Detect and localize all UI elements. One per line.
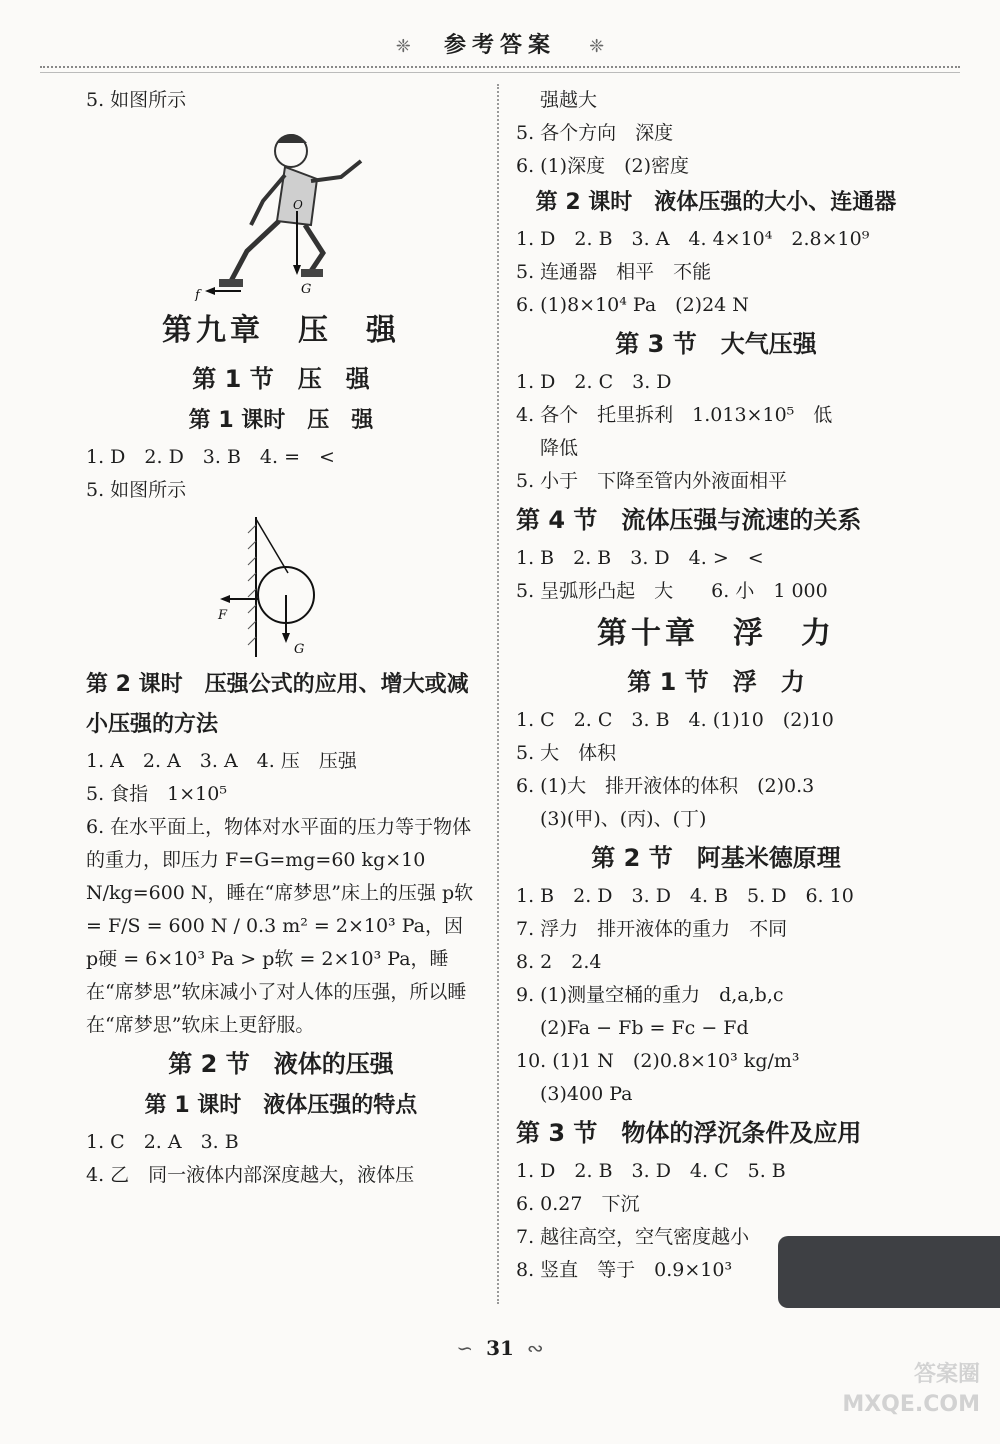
- lesson-heading: 第 2 课时 压强公式的应用、增大或减小压强的方法: [86, 672, 469, 737]
- answer-paragraph: 6. 在水平面上，物体对水平面的压力等于物体的重力，即压力 F=G=mg=60 kg×10 N/kg=600 N，睡在“席梦思”床上的压强 p软 = F/S = 600 N / 0.3 m² = 2×10³ Pa，因 p硬 = 6×10³ Pa > p软 = 2×10³ Pa，睡在“席梦思”软床减小了对人体的压强，所以睡在“席梦思”软床上更舒服。: [86, 816, 474, 1036]
- gravity-label: G: [294, 642, 305, 657]
- section-heading: 第 2 节 液体的压强: [168, 1050, 394, 1078]
- answer-line: 6. (1)大 排开液体的体积 (2)0.3: [516, 775, 815, 797]
- section-heading: 第 3 节 物体的浮沉条件及应用: [516, 1119, 862, 1147]
- answer-line: 5. 呈弧形凸起 大 6. 小 1 000: [516, 580, 828, 602]
- runner-figure: [181, 121, 381, 301]
- answer-line: (2)Fa − Fb = Fc − Fd: [540, 1017, 749, 1039]
- watermark-line: 答案圈: [913, 1362, 980, 1387]
- ornament-icon: ❈: [589, 36, 605, 57]
- answer-line: 5. 如图所示: [86, 89, 187, 111]
- chapter-heading: 第十章 浮 力: [597, 616, 835, 651]
- watermark: [842, 1360, 980, 1420]
- ball-wall-figure: [216, 511, 346, 661]
- page-number: 31: [486, 1336, 514, 1360]
- answer-line: 5. 连通器 相平 不能: [516, 261, 712, 283]
- lesson-heading: 第 2 课时 液体压强的大小、连通器: [535, 190, 897, 215]
- answer-line: 8. 2 2.4: [516, 951, 602, 973]
- answer-line: 7. 浮力 排开液体的重力 不同: [516, 918, 788, 940]
- point-o-label: O: [293, 198, 303, 212]
- answer-line: 4. 乙 同一液体内部深度越大，液体压: [86, 1164, 415, 1186]
- answer-line: (3)400 Pa: [540, 1083, 633, 1105]
- left-column: [86, 84, 476, 1192]
- section-heading: 第 1 节 压 强: [192, 365, 370, 393]
- answer-line: 5. 如图所示: [86, 479, 187, 501]
- answer-line: 8. 竖直 等于 0.9×10³: [516, 1259, 733, 1281]
- page-footer: [0, 1336, 1000, 1360]
- section-heading: 第 4 节 流体压强与流速的关系: [516, 506, 862, 534]
- answer-line: 1. D 2. B 3. D 4. C 5. B: [516, 1160, 786, 1182]
- answer-line: 10. (1)1 N (2)0.8×10³ kg/m³: [516, 1050, 800, 1072]
- overlay-panel[interactable]: [778, 1236, 1000, 1308]
- answer-line: 5. 小于 下降至管内外液面相平: [516, 470, 788, 492]
- lesson-heading: 第 1 课时 压 强: [188, 408, 374, 433]
- answer-line: 1. B 2. D 3. D 4. B 5. D 6. 10: [516, 885, 854, 907]
- page-header: [40, 28, 960, 68]
- chapter-heading: 第九章 压 强: [162, 313, 400, 348]
- answer-line: 1. D 2. D 3. B 4. = <: [86, 446, 335, 468]
- ornament-icon: ∽: [456, 1336, 474, 1360]
- ornament-icon: ❈: [395, 36, 411, 57]
- answer-line: 5. 大 体积: [516, 742, 617, 764]
- answer-line: 1. A 2. A 3. A 4. 压 压强: [86, 750, 357, 772]
- force-label: F: [218, 608, 228, 623]
- answer-line: 1. C 2. A 3. B: [86, 1131, 239, 1153]
- answer-line: 9. (1)测量空桶的重力 d,a,b,c: [516, 984, 784, 1006]
- answer-line: 6. (1)深度 (2)密度: [516, 155, 689, 177]
- answer-line: 1. D 2. B 3. A 4. 4×10⁴ 2.8×10⁹: [516, 228, 870, 250]
- answer-line: (3)(甲)、(丙)、(丁): [540, 808, 707, 830]
- right-column: [516, 84, 916, 1287]
- answer-line: 1. D 2. C 3. D: [516, 371, 672, 393]
- ornament-icon: ∾: [526, 1336, 544, 1360]
- header-divider: [40, 66, 960, 73]
- gravity-label: G: [301, 282, 312, 297]
- answer-line: 1. B 2. B 3. D 4. > <: [516, 547, 764, 569]
- answer-line: 强越大: [540, 89, 598, 111]
- section-heading: 第 2 节 阿基米德原理: [591, 844, 841, 872]
- header-title: 参考答案: [443, 32, 556, 58]
- column-divider: [497, 84, 499, 1304]
- friction-label: f: [195, 288, 200, 301]
- answer-line: 5. 各个方向 深度: [516, 122, 674, 144]
- watermark-line: MXQE.COM: [842, 1392, 980, 1417]
- section-heading: 第 1 节 浮 力: [627, 668, 805, 696]
- answer-line: 6. (1)8×10⁴ Pa (2)24 N: [516, 294, 749, 316]
- answer-line: 4. 各个 托里拆利 1.013×10⁵ 低: [516, 404, 833, 426]
- section-heading: 第 3 节 大气压强: [615, 330, 817, 358]
- answer-line: 7. 越往高空，空气密度越小: [516, 1226, 750, 1248]
- answer-line: 5. 食指 1×10⁵: [86, 783, 227, 805]
- answer-line: 1. C 2. C 3. B 4. (1)10 (2)10: [516, 709, 834, 731]
- lesson-heading: 第 1 课时 液体压强的特点: [144, 1093, 418, 1118]
- answer-line: 降低: [540, 437, 579, 459]
- answer-line: 6. 0.27 下沉: [516, 1193, 640, 1215]
